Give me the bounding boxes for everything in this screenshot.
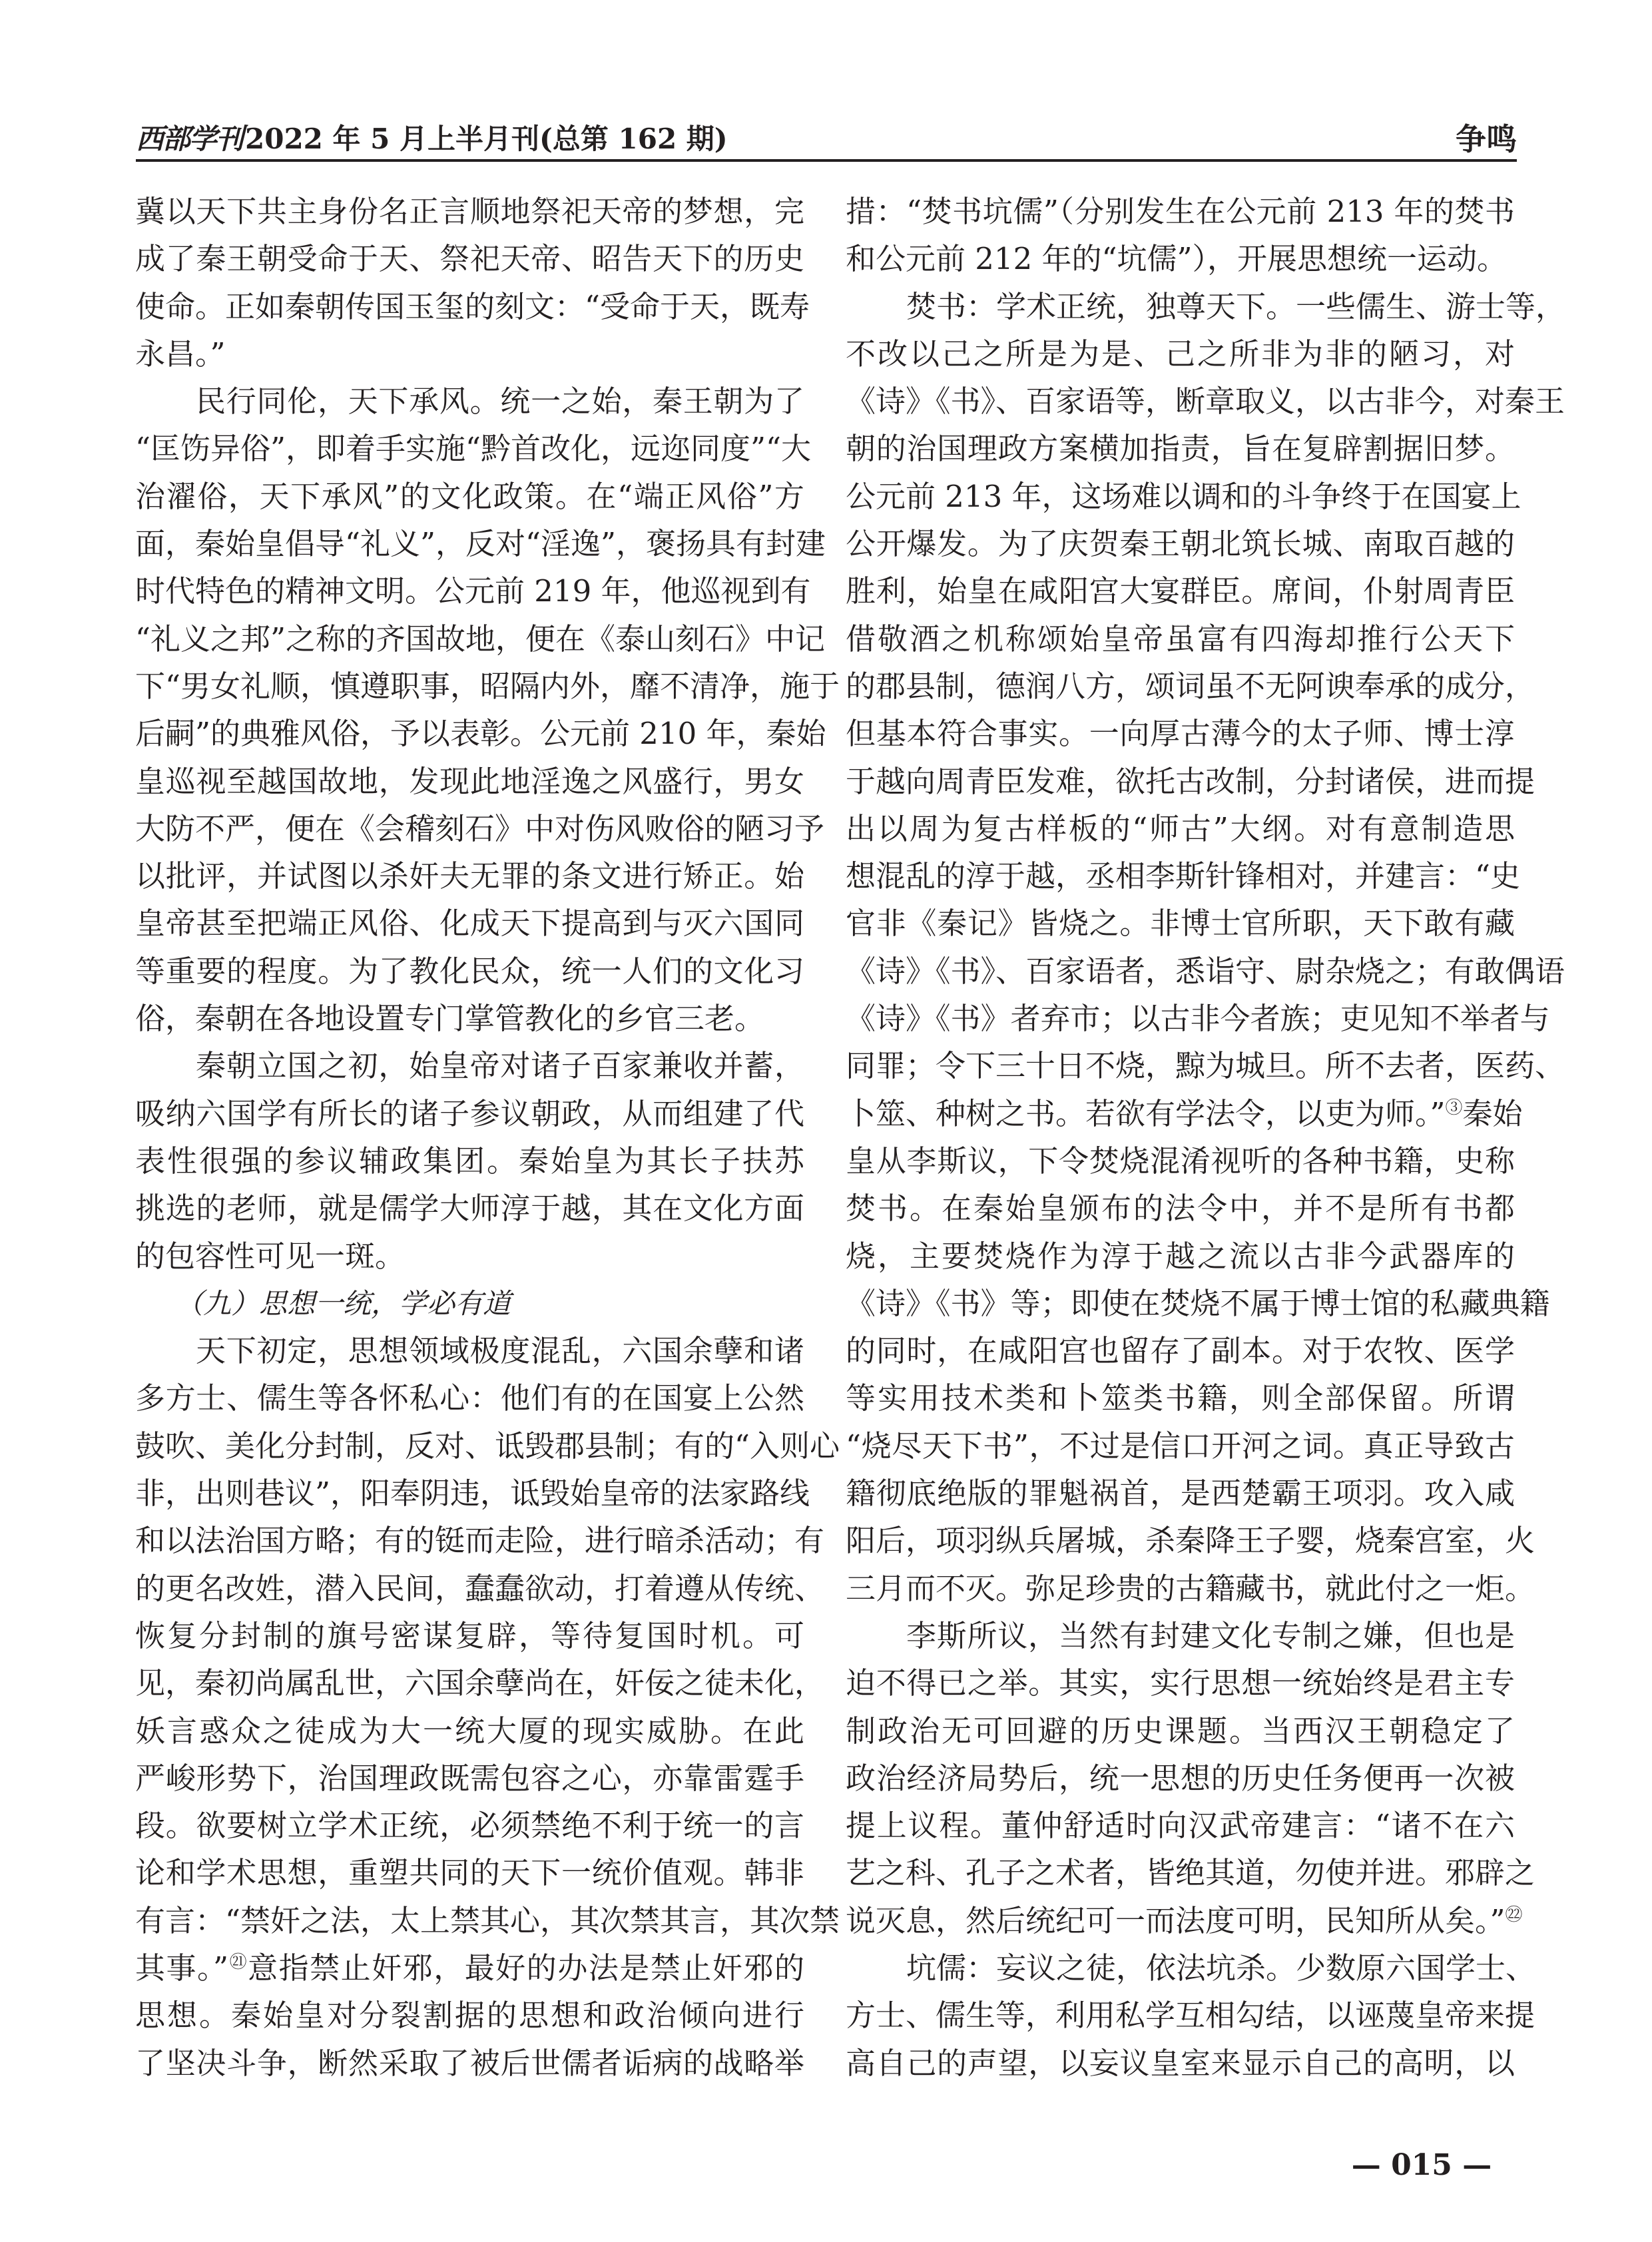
text-line: 胜利，始皇在咸阳宫大宴群臣。席间，仆射周青臣 bbox=[846, 573, 1515, 609]
text-line: 同罪；令下三十日不烧，黥为城旦。所不去者，医药、 bbox=[846, 1048, 1565, 1084]
text-line: 三月而不灭。弥足珍贵的古籍藏书，就此付之一炬。 bbox=[846, 1570, 1535, 1606]
text-line: 公开爆发。为了庆贺秦王朝北筑长城、南取百越的 bbox=[846, 526, 1515, 562]
text-line: 严峻形势下，治国理政既需包容之心，亦靠雷霆手 bbox=[135, 1760, 804, 1796]
text-line: 借敬酒之机称颂始皇帝虽富有四海却推行公天下 bbox=[846, 621, 1515, 657]
text-line: 艺之科、孔子之术者，皆绝其道，勿使并进。邪辟之 bbox=[846, 1855, 1535, 1891]
text-line: 的同时，在咸阳宫也留存了副本。对于农牧、医学 bbox=[846, 1333, 1515, 1369]
text-line: 《诗》《书》者弃市；以古非今者族；吏见知不举者与 bbox=[846, 1001, 1550, 1037]
text-line: 妖言惑众之徒成为大一统大厦的现实威胁。在此 bbox=[135, 1713, 804, 1749]
text-line: 提上议程。董仲舒适时向汉武帝建言：“诸不在六 bbox=[846, 1808, 1515, 1844]
text-line: 出以周为复古样板的“师古”大纲。对有意制造思 bbox=[846, 810, 1515, 846]
page-number: — 015 — bbox=[1351, 2148, 1492, 2182]
text-line: 恢复分封制的旗号密谋复辟，等待复国时机。可 bbox=[135, 1617, 804, 1653]
text-line: 的更名改姓，潜入民间，蠢蠢欲动，打着遵从传统、 bbox=[135, 1570, 825, 1606]
text-line: “礼义之邦”之称的齐国故地，便在《泰山刻石》中记 bbox=[135, 621, 826, 657]
text-line: 措：“焚书坑儒”（分别发生在公元前 213 年的焚书 bbox=[846, 194, 1515, 229]
journal-logo: 西部学刊 bbox=[136, 123, 243, 155]
text-segment: 意指禁止奸邪，最好的办法是禁止奸邪的 bbox=[248, 1950, 804, 1986]
text-line: 见，秦初尚属乱世，六国余孽尚在，奸佞之徒未化， bbox=[135, 1665, 825, 1701]
text-segment: 其事。” bbox=[135, 1950, 229, 1986]
text-line: 多方士、儒生等各怀私心：他们有的在国宴上公然 bbox=[135, 1380, 804, 1416]
text-segment: 卜筮、种树之书。若欲有学法令，以吏为师。” bbox=[846, 1095, 1446, 1131]
text-line: 挑选的老师，就是儒学大师淳于越，其在文化方面 bbox=[135, 1191, 804, 1227]
text-line: 了坚决斗争，断然采取了被后世儒者诟病的战略举 bbox=[135, 2045, 804, 2081]
text-line: 以批评，并试图以杀奸夫无罪的条文进行矫正。始 bbox=[135, 858, 804, 894]
text-line: 段。欲要树立学术正统，必须禁绝不利于统一的言 bbox=[135, 1808, 804, 1844]
text-line: 治濯俗，天下承风”的文化政策。在“端正风俗”方 bbox=[135, 478, 804, 514]
paragraph-start-line: 秦朝立国之初，始皇帝对诸子百家兼收并蓄， bbox=[196, 1048, 804, 1084]
text-line: 大防不严，便在《会稽刻石》中对伤风败俗的陋习予 bbox=[135, 810, 825, 846]
text-line: 鼓吹、美化分封制，反对、诋毁郡县制；有的“入则心 bbox=[135, 1428, 840, 1464]
text-line: 皇巡视至越国故地，发现此地淫逸之风盛行，男女 bbox=[135, 763, 804, 799]
text-line: 方士、儒生等，利用私学互相勾结，以诬蔑皇帝来提 bbox=[846, 1998, 1535, 2034]
text-line: 非，出则巷议”，阳奉阴违，诋毁始皇帝的法家路线 bbox=[135, 1476, 810, 1512]
paragraph-start-line: 民行同伦，天下承风。统一之始，秦王朝为了 bbox=[196, 384, 804, 420]
text-line: 《诗》《书》等；即使在焚烧不属于博士馆的私藏典籍 bbox=[846, 1285, 1550, 1321]
text-line: 下“男女礼顺，慎遵职事，昭隔内外，靡不清净，施于 bbox=[135, 668, 840, 704]
text-line-with-footnote bbox=[846, 1090, 1523, 1137]
footnote-marker: ㉒ bbox=[1505, 1904, 1523, 1925]
paragraph-start-line: 坑儒：妄议之徒，依法坑杀。少数原六国学士、 bbox=[906, 1950, 1536, 1986]
text-line: 俗，秦朝在各地设置专门掌管教化的乡官三老。 bbox=[135, 1001, 765, 1037]
text-line: “匡饬异俗”，即着手实施“黔首改化，远迩同度”“大 bbox=[135, 431, 812, 467]
text-line: 皇从李斯议，下令焚烧混淆视听的各种书籍，史称 bbox=[846, 1143, 1515, 1179]
header-left bbox=[136, 117, 728, 157]
text-line: 《诗》《书》、百家语者，悉诣守、尉杂烧之；有敢偶语 bbox=[846, 953, 1565, 989]
text-line: 永昌。” bbox=[135, 336, 226, 372]
text-line: 有言：“禁奸之法，太上禁其心，其次禁其言，其次禁 bbox=[135, 1902, 840, 1938]
text-segment: 说灭息，然后统纪可一而法度可明，民知所从矣。” bbox=[846, 1902, 1506, 1938]
text-segment: 秦始 bbox=[1462, 1095, 1523, 1131]
text-line: 焚书。在秦始皇颁布的法令中，并不是所有书都 bbox=[846, 1191, 1515, 1227]
text-line: 后嗣”的典雅风俗，予以表彰。公元前 210 年，秦始 bbox=[135, 716, 826, 752]
text-line: 和公元前 212 年的“坑儒”），开展思想统一运动。 bbox=[846, 241, 1508, 277]
text-line: 但基本符合事实。一向厚古薄今的太子师、博士淳 bbox=[846, 716, 1515, 752]
text-line: 于越向周青臣发难，欲托古改制，分封诸侯，进而提 bbox=[846, 763, 1535, 799]
text-line: 官非《秦记》皆烧之。非博士官所职，天下敢有藏 bbox=[846, 906, 1515, 942]
text-line-with-footnote bbox=[135, 1944, 804, 1992]
text-line: 高自己的声望，以妄议皇室来显示自己的高明，以 bbox=[846, 2045, 1515, 2081]
paragraph-start-line: 李斯所议，当然有封建文化专制之嫌，但也是 bbox=[906, 1617, 1515, 1653]
text-line: 冀以天下共主身份名正言顺地祭祀天帝的梦想，完 bbox=[135, 194, 804, 229]
text-line: “烧尽天下书”，不过是信口开河之词。真正导致古 bbox=[846, 1428, 1515, 1464]
text-line: 成了秦王朝受命于天、祭祀天帝、昭告天下的历史 bbox=[135, 241, 804, 277]
text-line: 制政治无可回避的历史课题。当西汉王朝稳定了 bbox=[846, 1713, 1515, 1749]
text-line: 的包容性可见一斑。 bbox=[135, 1238, 406, 1274]
text-line: 政治经济局势后，统一思想的历史任务便再一次被 bbox=[846, 1760, 1515, 1796]
text-line: 论和学术思想，重塑共同的天下一统价值观。韩非 bbox=[135, 1855, 804, 1891]
text-line: 《诗》《书》、百家语等，断章取义，以古非今，对秦王 bbox=[846, 384, 1565, 420]
text-line: 籍彻底绝版的罪魁祸首，是西楚霸王项羽。攻入咸 bbox=[846, 1476, 1515, 1512]
section-name: 争鸣 bbox=[1456, 121, 1517, 157]
paragraph-start-line: 天下初定，思想领域极度混乱，六国余孽和诸 bbox=[196, 1333, 804, 1369]
section-heading: （九）思想一统，学必有道 bbox=[175, 1286, 511, 1320]
text-line: 迫不得已之举。其实，实行思想一统始终是君主专 bbox=[846, 1665, 1515, 1701]
paragraph-start-line: 焚书：学术正统，独尊天下。一些儒生、游士等， bbox=[906, 288, 1566, 324]
text-line: 使命。正如秦朝传国玉玺的刻文：“受命于天，既寿 bbox=[135, 288, 810, 324]
header-rule bbox=[136, 159, 1517, 162]
text-line: 和以法治国方略；有的铤而走险，进行暗杀活动；有 bbox=[135, 1523, 825, 1559]
right-column bbox=[846, 188, 1566, 2087]
issue-info: 2022 年 5 月上半月刊(总第 162 期) bbox=[245, 123, 728, 155]
text-line: 朝的治国理政方案横加指责，旨在复辟割据旧梦。 bbox=[846, 431, 1515, 467]
text-line: 的郡县制，德润八方，颂词虽不无阿谀奉承的成分， bbox=[846, 668, 1535, 704]
text-line: 等重要的程度。为了教化民众，统一人们的文化习 bbox=[135, 953, 804, 989]
text-line: 阳后，项羽纵兵屠城，杀秦降王子婴，烧秦宫室，火 bbox=[846, 1523, 1535, 1559]
page-header bbox=[136, 117, 1517, 157]
text-line: 时代特色的精神文明。公元前 219 年，他巡视到有 bbox=[135, 573, 811, 609]
text-line: 皇帝甚至把端正风俗、化成天下提高到与灭六国同 bbox=[135, 906, 804, 942]
text-line: 表性很强的参议辅政集团。秦始皇为其长子扶苏 bbox=[135, 1143, 804, 1179]
text-line-with-footnote bbox=[846, 1897, 1523, 1944]
text-line: 面，秦始皇倡导“礼义”，反对“淫逸”，褒扬具有封建 bbox=[135, 526, 826, 562]
footnote-marker: ③ bbox=[1445, 1097, 1463, 1118]
left-column bbox=[135, 188, 840, 2087]
text-line: 吸纳六国学有所长的诸子参议朝政，从而组建了代 bbox=[135, 1095, 804, 1131]
text-line: 公元前 213 年，这场难以调和的斗争终于在国宴上 bbox=[846, 478, 1521, 514]
text-line: 不改以己之所是为是、己之所非为非的陋习，对 bbox=[846, 336, 1515, 372]
footnote-marker: ㉑ bbox=[228, 1952, 248, 1972]
text-line: 思想。秦始皇对分裂割据的思想和政治倾向进行 bbox=[135, 1998, 804, 2034]
text-line: 想混乱的淳于越，丞相李斯针锋相对，并建言：“史 bbox=[846, 858, 1521, 894]
text-line: 等实用技术类和卜筮类书籍，则全部保留。所谓 bbox=[846, 1380, 1515, 1416]
text-line: 烧，主要焚烧作为淳于越之流以古非今武器库的 bbox=[846, 1238, 1515, 1274]
